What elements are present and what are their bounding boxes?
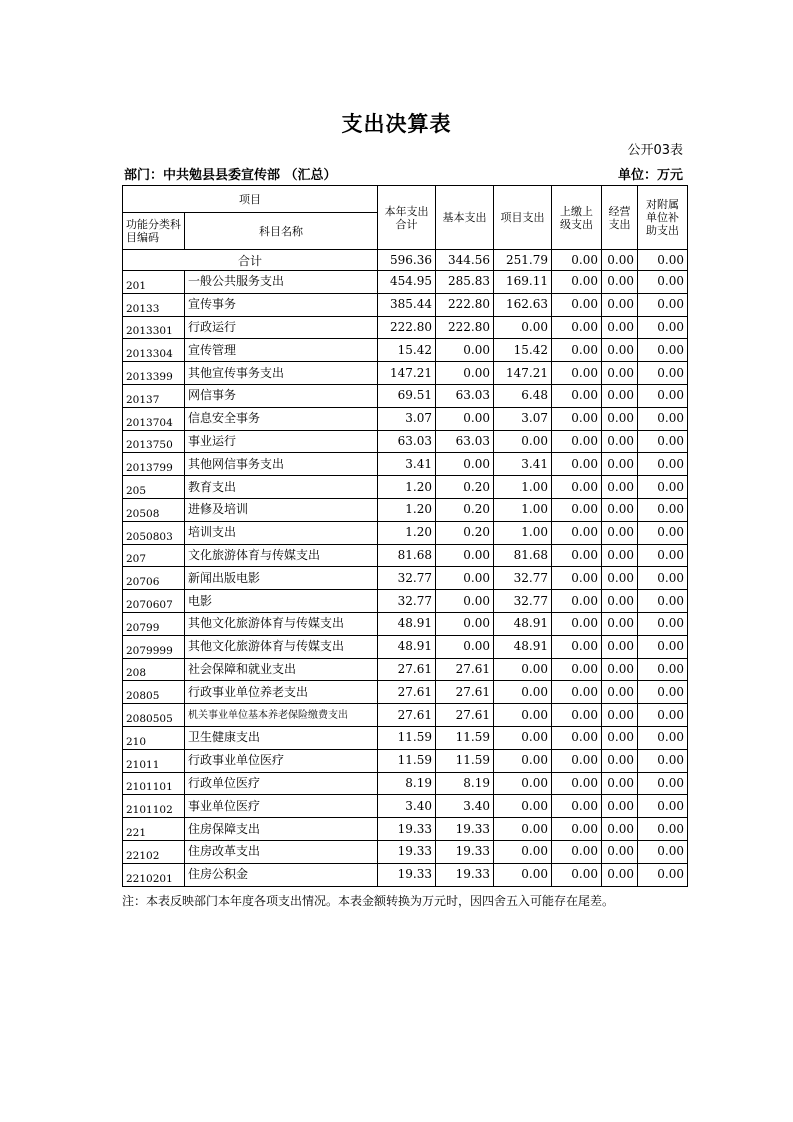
business-cell: 0.00 — [602, 590, 638, 613]
table-row — [123, 498, 688, 521]
header-code: 功能分类科目编码 — [123, 213, 185, 250]
subject-name-cell: 网信事务 — [185, 384, 378, 407]
department-label: 部门：中共勉县县委宣传部 （汇总） — [124, 168, 337, 183]
total-label: 合计 — [123, 250, 378, 271]
subject-name-cell: 其他文化旅游体育与传媒支出 — [185, 612, 378, 635]
subsidiary-cell: 0.00 — [638, 749, 688, 772]
project-cell: 162.63 — [494, 293, 552, 316]
project-cell: 0.00 — [494, 749, 552, 772]
code-cell: 2101101 — [123, 772, 185, 795]
basic-cell: 19.33 — [436, 818, 494, 841]
basic-cell: 0.20 — [436, 476, 494, 499]
upper-cell: 0.00 — [552, 498, 602, 521]
project-cell: 6.48 — [494, 384, 552, 407]
page-title: 支出决算表 — [341, 112, 452, 136]
upper-cell: 0.00 — [552, 476, 602, 499]
table-row — [123, 840, 688, 863]
subsidiary-cell: 0.00 — [638, 795, 688, 818]
table-row — [123, 795, 688, 818]
basic-cell: 0.00 — [436, 362, 494, 385]
total-cell: 385.44 — [378, 293, 436, 316]
basic-cell: 0.00 — [436, 635, 494, 658]
basic-cell: 0.00 — [436, 544, 494, 567]
code-cell: 2013799 — [123, 453, 185, 476]
code-cell: 221 — [123, 818, 185, 841]
subsidiary-cell: 0.00 — [638, 384, 688, 407]
total-cell: 222.80 — [378, 316, 436, 339]
business-cell: 0.00 — [602, 612, 638, 635]
business-cell: 0.00 — [602, 407, 638, 430]
business-cell: 0.00 — [602, 453, 638, 476]
basic-cell: 344.56 — [436, 250, 494, 271]
header-total: 本年支出合计 — [378, 186, 436, 250]
code-cell: 2013304 — [123, 339, 185, 362]
upper-cell: 0.00 — [552, 271, 602, 294]
code-cell: 20133 — [123, 293, 185, 316]
total-cell: 27.61 — [378, 681, 436, 704]
upper-cell: 0.00 — [552, 863, 602, 886]
code-cell: 21011 — [123, 749, 185, 772]
total-cell: 19.33 — [378, 840, 436, 863]
total-cell: 8.19 — [378, 772, 436, 795]
table-row — [123, 590, 688, 613]
project-cell: 15.42 — [494, 339, 552, 362]
business-cell: 0.00 — [602, 498, 638, 521]
subsidiary-cell: 0.00 — [638, 498, 688, 521]
basic-cell: 8.19 — [436, 772, 494, 795]
table-row — [123, 612, 688, 635]
total-cell: 3.41 — [378, 453, 436, 476]
subsidiary-cell: 0.00 — [638, 863, 688, 886]
upper-cell: 0.00 — [552, 772, 602, 795]
subsidiary-cell: 0.00 — [638, 271, 688, 294]
table-row — [123, 567, 688, 590]
upper-cell: 0.00 — [552, 250, 602, 271]
subject-name-cell: 其他网信事务支出 — [185, 453, 378, 476]
code-cell: 2101102 — [123, 795, 185, 818]
project-cell: 1.00 — [494, 521, 552, 544]
code-cell: 2080505 — [123, 704, 185, 727]
basic-cell: 11.59 — [436, 749, 494, 772]
subsidiary-cell: 0.00 — [638, 658, 688, 681]
subsidiary-cell: 0.00 — [638, 293, 688, 316]
subject-name-cell: 教育支出 — [185, 476, 378, 499]
project-cell: 0.00 — [494, 704, 552, 727]
table-row — [123, 658, 688, 681]
project-cell: 147.21 — [494, 362, 552, 385]
upper-cell: 0.00 — [552, 407, 602, 430]
subject-name-cell: 进修及培训 — [185, 498, 378, 521]
subsidiary-cell: 0.00 — [638, 316, 688, 339]
subsidiary-cell: 0.00 — [638, 612, 688, 635]
subsidiary-cell: 0.00 — [638, 590, 688, 613]
basic-cell: 222.80 — [436, 316, 494, 339]
total-cell: 19.33 — [378, 863, 436, 886]
code-cell: 205 — [123, 476, 185, 499]
code-cell: 208 — [123, 658, 185, 681]
project-cell: 32.77 — [494, 567, 552, 590]
business-cell: 0.00 — [602, 384, 638, 407]
upper-cell: 0.00 — [552, 635, 602, 658]
code-cell: 2050803 — [123, 521, 185, 544]
subsidiary-cell: 0.00 — [638, 339, 688, 362]
subject-name-cell: 其他宣传事务支出 — [185, 362, 378, 385]
upper-cell: 0.00 — [552, 749, 602, 772]
project-cell: 0.00 — [494, 316, 552, 339]
code-cell: 2013750 — [123, 430, 185, 453]
header-business: 经营支出 — [602, 186, 638, 250]
table-row — [123, 521, 688, 544]
header-subject-name: 科目名称 — [185, 213, 378, 250]
table-row — [123, 726, 688, 749]
upper-cell: 0.00 — [552, 430, 602, 453]
subject-name-cell: 行政单位医疗 — [185, 772, 378, 795]
upper-cell: 0.00 — [552, 704, 602, 727]
business-cell: 0.00 — [602, 795, 638, 818]
business-cell: 0.00 — [602, 749, 638, 772]
subject-name-cell: 其他文化旅游体育与传媒支出 — [185, 635, 378, 658]
basic-cell: 0.00 — [436, 567, 494, 590]
upper-cell: 0.00 — [552, 681, 602, 704]
subject-name-cell: 培训支出 — [185, 521, 378, 544]
code-cell: 207 — [123, 544, 185, 567]
total-cell: 69.51 — [378, 384, 436, 407]
subsidiary-cell: 0.00 — [638, 476, 688, 499]
code-cell: 2210201 — [123, 863, 185, 886]
project-cell: 0.00 — [494, 430, 552, 453]
code-cell: 20137 — [123, 384, 185, 407]
project-cell: 32.77 — [494, 590, 552, 613]
business-cell: 0.00 — [602, 681, 638, 704]
business-cell: 0.00 — [602, 339, 638, 362]
business-cell: 0.00 — [602, 250, 638, 271]
business-cell: 0.00 — [602, 567, 638, 590]
project-cell: 0.00 — [494, 658, 552, 681]
upper-cell: 0.00 — [552, 521, 602, 544]
code-cell: 20799 — [123, 612, 185, 635]
code-cell: 2013704 — [123, 407, 185, 430]
subject-name-cell: 住房保障支出 — [185, 818, 378, 841]
table-row — [123, 681, 688, 704]
subject-name-cell: 宣传事务 — [185, 293, 378, 316]
business-cell: 0.00 — [602, 658, 638, 681]
project-cell: 0.00 — [494, 772, 552, 795]
subsidiary-cell: 0.00 — [638, 544, 688, 567]
subject-name-cell: 一般公共服务支出 — [185, 271, 378, 294]
business-cell: 0.00 — [602, 704, 638, 727]
project-cell: 251.79 — [494, 250, 552, 271]
upper-cell: 0.00 — [552, 567, 602, 590]
subsidiary-cell: 0.00 — [638, 818, 688, 841]
header-project-exp: 项目支出 — [494, 186, 552, 250]
total-cell: 27.61 — [378, 704, 436, 727]
code-cell: 20508 — [123, 498, 185, 521]
project-cell: 0.00 — [494, 863, 552, 886]
header-project: 项目 — [123, 186, 378, 213]
subject-name-cell: 住房改革支出 — [185, 840, 378, 863]
upper-cell: 0.00 — [552, 316, 602, 339]
basic-cell: 11.59 — [436, 726, 494, 749]
project-cell: 1.00 — [494, 498, 552, 521]
code-cell: 2013399 — [123, 362, 185, 385]
table-row — [123, 316, 688, 339]
header-upper: 上缴上级支出 — [552, 186, 602, 250]
subject-name-cell: 机关事业单位基本养老保险缴费支出 — [185, 704, 378, 727]
header-subsidiary: 对附属单位补助支出 — [638, 186, 688, 250]
total-cell: 32.77 — [378, 590, 436, 613]
business-cell: 0.00 — [602, 726, 638, 749]
project-cell: 169.11 — [494, 271, 552, 294]
upper-cell: 0.00 — [552, 818, 602, 841]
table-row — [123, 293, 688, 316]
basic-cell: 0.20 — [436, 521, 494, 544]
upper-cell: 0.00 — [552, 590, 602, 613]
subject-name-cell: 信息安全事务 — [185, 407, 378, 430]
total-cell: 15.42 — [378, 339, 436, 362]
business-cell: 0.00 — [602, 316, 638, 339]
footnote: 注：本表反映部门本年度各项支出情况。本表金额转换为万元时，因四舍五入可能存在尾差。 — [122, 894, 615, 908]
subsidiary-cell: 0.00 — [638, 250, 688, 271]
table-row — [123, 863, 688, 886]
expenditure-table — [122, 185, 688, 887]
header-basic: 基本支出 — [436, 186, 494, 250]
basic-cell: 63.03 — [436, 384, 494, 407]
upper-cell: 0.00 — [552, 339, 602, 362]
code-cell: 2070607 — [123, 590, 185, 613]
table-row — [123, 271, 688, 294]
table-row — [123, 818, 688, 841]
business-cell: 0.00 — [602, 635, 638, 658]
business-cell: 0.00 — [602, 293, 638, 316]
project-cell: 48.91 — [494, 612, 552, 635]
business-cell: 0.00 — [602, 476, 638, 499]
table-row — [123, 476, 688, 499]
basic-cell: 19.33 — [436, 863, 494, 886]
table-row — [123, 635, 688, 658]
subsidiary-cell: 0.00 — [638, 635, 688, 658]
upper-cell: 0.00 — [552, 658, 602, 681]
project-cell: 0.00 — [494, 726, 552, 749]
basic-cell: 27.61 — [436, 681, 494, 704]
total-cell: 596.36 — [378, 250, 436, 271]
project-cell: 1.00 — [494, 476, 552, 499]
code-cell: 20805 — [123, 681, 185, 704]
total-cell: 454.95 — [378, 271, 436, 294]
subject-name-cell: 文化旅游体育与传媒支出 — [185, 544, 378, 567]
business-cell: 0.00 — [602, 521, 638, 544]
subject-name-cell: 社会保障和就业支出 — [185, 658, 378, 681]
basic-cell: 27.61 — [436, 658, 494, 681]
table-row — [123, 384, 688, 407]
total-cell: 1.20 — [378, 498, 436, 521]
business-cell: 0.00 — [602, 818, 638, 841]
subsidiary-cell: 0.00 — [638, 726, 688, 749]
project-cell: 3.07 — [494, 407, 552, 430]
basic-cell: 27.61 — [436, 704, 494, 727]
subject-name-cell: 卫生健康支出 — [185, 726, 378, 749]
project-cell: 81.68 — [494, 544, 552, 567]
code-cell: 2013301 — [123, 316, 185, 339]
code-cell: 210 — [123, 726, 185, 749]
total-cell: 3.40 — [378, 795, 436, 818]
subject-name-cell: 行政事业单位医疗 — [185, 749, 378, 772]
total-cell: 48.91 — [378, 612, 436, 635]
business-cell: 0.00 — [602, 271, 638, 294]
table-row — [123, 407, 688, 430]
upper-cell: 0.00 — [552, 612, 602, 635]
total-cell: 81.68 — [378, 544, 436, 567]
subsidiary-cell: 0.00 — [638, 521, 688, 544]
upper-cell: 0.00 — [552, 453, 602, 476]
basic-cell: 285.83 — [436, 271, 494, 294]
business-cell: 0.00 — [602, 430, 638, 453]
table-row — [123, 772, 688, 795]
subsidiary-cell: 0.00 — [638, 430, 688, 453]
subject-name-cell: 电影 — [185, 590, 378, 613]
upper-cell: 0.00 — [552, 795, 602, 818]
subject-name-cell: 住房公积金 — [185, 863, 378, 886]
subject-name-cell: 行政运行 — [185, 316, 378, 339]
total-cell: 32.77 — [378, 567, 436, 590]
upper-cell: 0.00 — [552, 840, 602, 863]
table-row — [123, 339, 688, 362]
subsidiary-cell: 0.00 — [638, 453, 688, 476]
upper-cell: 0.00 — [552, 726, 602, 749]
code-cell: 22102 — [123, 840, 185, 863]
form-number: 公开03表 — [627, 143, 683, 158]
project-cell: 0.00 — [494, 818, 552, 841]
basic-cell: 0.00 — [436, 453, 494, 476]
total-cell: 1.20 — [378, 521, 436, 544]
project-cell: 48.91 — [494, 635, 552, 658]
project-cell: 0.00 — [494, 795, 552, 818]
project-cell: 0.00 — [494, 840, 552, 863]
subsidiary-cell: 0.00 — [638, 567, 688, 590]
upper-cell: 0.00 — [552, 384, 602, 407]
subsidiary-cell: 0.00 — [638, 681, 688, 704]
subject-name-cell: 新闻出版电影 — [185, 567, 378, 590]
subsidiary-cell: 0.00 — [638, 772, 688, 795]
total-cell: 147.21 — [378, 362, 436, 385]
table-row — [123, 362, 688, 385]
upper-cell: 0.00 — [552, 544, 602, 567]
total-cell: 48.91 — [378, 635, 436, 658]
business-cell: 0.00 — [602, 544, 638, 567]
total-cell: 27.61 — [378, 658, 436, 681]
table-row — [123, 430, 688, 453]
subject-name-cell: 事业运行 — [185, 430, 378, 453]
total-cell: 1.20 — [378, 476, 436, 499]
code-cell: 201 — [123, 271, 185, 294]
project-cell: 0.00 — [494, 681, 552, 704]
basic-cell: 0.00 — [436, 339, 494, 362]
basic-cell: 0.00 — [436, 590, 494, 613]
total-cell: 19.33 — [378, 818, 436, 841]
subsidiary-cell: 0.00 — [638, 704, 688, 727]
upper-cell: 0.00 — [552, 362, 602, 385]
project-cell: 3.41 — [494, 453, 552, 476]
code-cell: 2079999 — [123, 635, 185, 658]
business-cell: 0.00 — [602, 362, 638, 385]
subject-name-cell: 事业单位医疗 — [185, 795, 378, 818]
upper-cell: 0.00 — [552, 293, 602, 316]
basic-cell: 3.40 — [436, 795, 494, 818]
total-cell: 11.59 — [378, 726, 436, 749]
code-cell: 20706 — [123, 567, 185, 590]
business-cell: 0.00 — [602, 772, 638, 795]
total-cell: 63.03 — [378, 430, 436, 453]
table-row — [123, 749, 688, 772]
basic-cell: 0.00 — [436, 612, 494, 635]
subject-name-cell: 宣传管理 — [185, 339, 378, 362]
subsidiary-cell: 0.00 — [638, 362, 688, 385]
subsidiary-cell: 0.00 — [638, 840, 688, 863]
unit-label: 单位：万元 — [617, 168, 683, 183]
total-cell: 3.07 — [378, 407, 436, 430]
business-cell: 0.00 — [602, 840, 638, 863]
basic-cell: 0.20 — [436, 498, 494, 521]
total-cell: 11.59 — [378, 749, 436, 772]
basic-cell: 63.03 — [436, 430, 494, 453]
business-cell: 0.00 — [602, 863, 638, 886]
total-row — [123, 250, 688, 271]
table-row — [123, 544, 688, 567]
table-row — [123, 704, 688, 727]
basic-cell: 19.33 — [436, 840, 494, 863]
subsidiary-cell: 0.00 — [638, 407, 688, 430]
subject-name-cell: 行政事业单位养老支出 — [185, 681, 378, 704]
basic-cell: 0.00 — [436, 407, 494, 430]
basic-cell: 222.80 — [436, 293, 494, 316]
table-row — [123, 453, 688, 476]
